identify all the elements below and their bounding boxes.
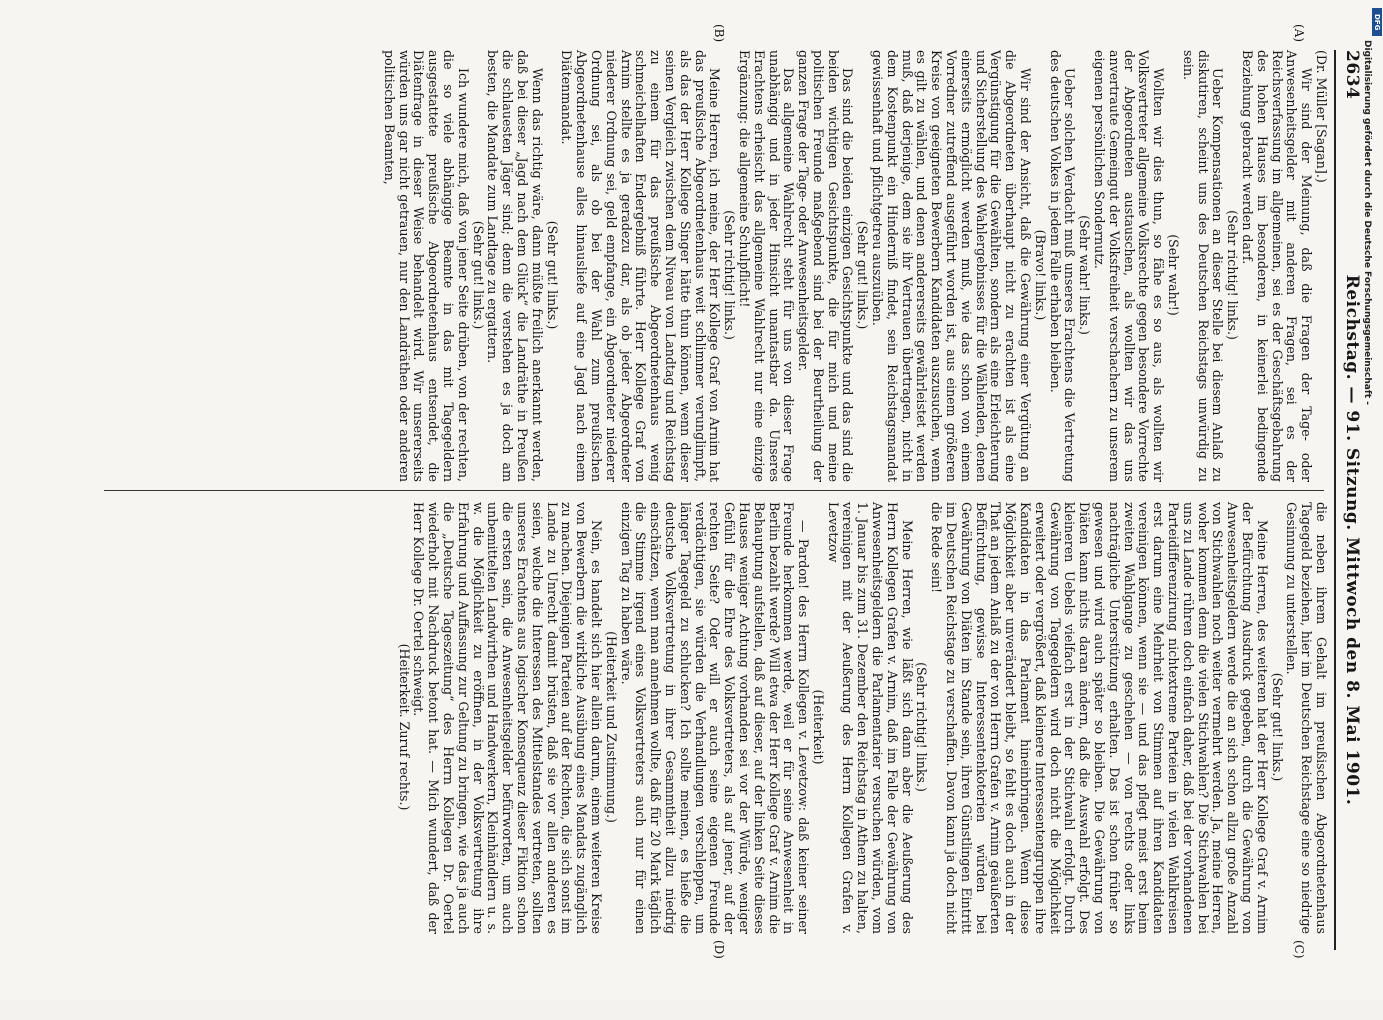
right-column [98,502,1328,934]
column-divider [104,490,1324,491]
header-title: Reichstag. — 91. Sitzung. Mittwoch den 8. Mai 1901. [1342,274,1362,806]
left-column [98,50,1328,482]
paragraph: Meine Herren, ich meine, der Herr Kollege Graf von Arnim hat das preußische Abgeordnetenhaus weit schlimmer verunglimpft, als das der Herr Kollege Singer hätte thun können, wenn dieser seinen Vergleich zwischen dem Niveau von Landtag und Reichstag zu einem für das preußische Abgeordnetenhaus wenig schmeichelhaften Endergebniß führte. Herr Kollege Graf von Arnim stellte es ja geradezu dar, als ob jeder Abgeordneter niederer Ordnung sei, geld empfange, ein Abgeordneter niederer Ordnung sei, als ob bei der Wahl zum preußischen Abgeordnetenhause alles hinausliefe auf eine Jagd nach einem Diätenmandat. [559,50,723,482]
interjection: (Sehr gut! links.) [470,220,486,330]
page-number: 2634 [1342,50,1362,100]
paragraph: Das sind die beiden einzigen Gesichtspunkte und das sind die beiden wichtigen Gesichtspunkte, die für mich und meine politischen Freunde maßgebend sind bei der Beurtheilung der ganzen Frage der Tage- oder Anwesenheitsgelder. [796,50,856,482]
margin-letter-d: (D) [712,940,726,959]
paragraph: Meine Herren, wie läßt sich dann aber die Aeußerung des Herrn Kollegen Grafen v. Arnim, daß im Falle der Gewährung von Anwesenheitsgeldern die Parlamentarier versuchen würden, vom 1. Januar bis zum 31. Dezember den Reichstag in Athem zu halten, vereinigen mit der Aeußerung des Herrn Kollegen Grafen v. Levetzow [825,502,915,934]
header-rule [1334,50,1336,950]
margin-letter-c: (C) [1292,940,1306,959]
paragraph: Ueber Kompensationen an dieser Stelle bei diesem Anlaß zu diskutiren, scheint uns des Deutschen Reichstags unwürdig zu sein. [1180,50,1226,482]
interjection: (Sehr richtig! links.) [1225,210,1241,340]
dfg-logo: DFG [1372,8,1382,36]
paragraph: Meine Herren, des weiteren hat der Herr Kollege Graf v. Arnim der Befürchtung Ausdruck gegeben, durch die Gewährung von Anwesenheitsgeldern werde die an sich schon allzu große Anzahl von Stichwahlen noch weiter vermehrt werden. Ja, meine Herren, woher kommen denn die vielen Stichwahlen? Die Stichwahlen bei uns zu Lande rühren doch einfach daher, daß bei der vorhandenen Parteidifferenzirung nichtextreme Parteien in vielen Wahlkreisen erst darum eine Mehrheit von Stimmen auf ihren Kandidaten vereinigen können, wenn sie — und das pflegt meist erst beim zweiten Wahlgange zu geschehen — von rechts oder links nachträgliche Unterstützung erhalten. Das ist schon früher so gewesen und wird auch später so bleiben. Die Gewährung von Diäten kann nichts daran ändern, daß die Auswahl erfolgt. Des kleineren Uebels vielfach erst in der Stichwahl erfolgt. Durch Gewährung von Tagegeldern wird doch nicht die Möglichkeit erweitert oder vergrößert, daß kleinere Interessentengruppen ihre Kandidaten in das Parlament hineinbringen. Wenn diese Möglichkeit aber unverändert bleibt, so fehlt es doch auch in der That an jedem Anlaß zu der von Herrn Grafen v. Arnim geäußerten Befürchtung, gewisse Interessentenkoterien würden bei Gewährung von Diäten im Stande sein, ihren Günstlingen Eintritt im Deutschen Reichstage zu verschaffen. Davon kann ja doch nicht die Rede sein! [929,502,1270,934]
interjection: (Sehr richtig! links.) [914,662,930,792]
paragraph: Wir sind der Ansicht, daß die Gewährung einer Vergütung an die Abgeordneten überhaupt nicht zu erachten ist als eine Vergünstigung für die Gewählten, sondern als eine Erleichterung und Sicherstellung des Wahlergebnisses für die Wählenden, denen einerseits ermöglicht werden muß, wie das schon von einem Vorredner zutreffend ausgeführt worden ist, aus einem größeren Kreise von geeigneten Bewerbern Kandidaten auszusuchen, wenn es gilt zu wählen, und denen andererseits gewährleistet werden muß, daß derjenige, dem sie ihr Vertrauen übertragen, nicht in dem Kostenpunkt ein Hinderniß findet, sein Reichstagsmandat gewissenhaft und pflichtgetreu auszuüben. [870,50,1034,482]
paragraph: Wollten wir dies thun, so fähe es so aus, als wollten wir Volksvertreter allgemeine Volksrechte gegen besondere Vorrechte der Abgeordneten austauschen, als wollten wir das uns anvertraute Gemeingut der Volksfreiheit verschachern zu unserem eigenen persönlichen Sondernutz. [1092,50,1167,482]
interjection: (Heiterkeit) [810,689,826,765]
interjection: (Bravo! links.) [1032,229,1048,321]
interjection: (Sehr gut! links.) [544,220,560,330]
paragraph: Ich wundere mich, daß von jener Seite drüben, von der rechten, die so viele abhängige Beamte in das mit Tagegeldern ausgestattete preußische Abgeordnetenhaus entsendet, die Diätenfrage in dieser Weise behandelt wird. Wir unsererseits würden uns gar nicht getrauen, nur den Landräthen oder anderen politischen Beamten, [381,50,471,482]
interjection: (Heiterkeit. Zuruf rechts.) [396,643,412,811]
paragraph: Wir sind der Meinung, daß die Fragen der Tage- oder Anwesenheitsgelder mit anderen Fragen, sei es der Reichsverfassung im allgemeinen, sei es der Geschäftsgebahrung des hohen Hauses im besonderen, in keinerlei bedingende Beziehung gebracht werden darf. [1240,50,1315,482]
interjection: (Sehr gut! links.) [855,220,871,330]
interjection: (Sehr wahr! links.) [1077,215,1093,335]
margin-letter-b: (B) [712,24,726,43]
paragraph: Das allgemeine Wahlrecht steht für uns von dieser Frage unabhängig und in jeder Hinsicht unantastbar da. Unseres Erachtens erheischt das allgemeine Wahlrecht nur eine einzige Ergänzung: die allgemeine Schulpflicht! [736,50,797,482]
digitization-credit: Digitalisierung gefördert durch die Deutsche Forschungsgemeinschaft - [1362,40,1372,405]
paragraph: die neben ihrem Gehalt im preußischen Abgeordnetenhaus Tagegeld beziehen, hier im Deutschen Reichstage eine so niedrige Gesinnung zu unterstellen. [1284,502,1329,934]
interjection: (Sehr gut! links.) [1269,672,1285,782]
interjection: (Heiterkeit und Zustimmung.) [603,631,619,823]
interjection: (Sehr richtig! links.) [722,210,738,340]
paragraph: — Pardon! des Herrn Kollegen v. Levetzow: daß keiner seiner Freunde herkommen werde, weil er für seine Anwesenheit in Berlin bezahlt werde? Will etwa der Herr Kollege Graf v. Arnim die Behauptung aufstellen, daß auf dieser, auf der linken Seite dieses Hauses weniger Achtung vorhanden sei vor der Würde, weniger Gefühl für die Ehre des Volksvertreters, als auf jener, auf der rechten Seite? Oder will er auch seine eigenen Freunde verdächtigen, sie würden die Verhandlungen verschleppen, um länger Tagegeld zu schlucken? Ich sollte meinen, es hieße die deutsche Volksvertretung in ihrer Gesammtheit allzu niedrig einschätzen, wenn man annehmen wollte, daß für 20 Mark täglich die Stimme irgend eines Volksvertreters auch nur für einen einzigen Tag zu haben wäre. [618,502,812,934]
paragraph: Wenn das richtig wäre, dann müßte freilich anerkannt werden, daß bei dieser „Jagd nach dem Glück“ die Landräthe in Preußen die schlauesten Jäger sind; denn die verstehen es ja doch am besten, die Mandate zum Landtage zu ergattern. [485,50,545,482]
paragraph: Ueber solchen Verdacht muß unseres Erachtens die Vertretung des deutschen Volkes in jedem Falle erhaben bleiben. [1047,50,1078,482]
paragraph: Nein, es handelt sich hier allein darum, einem weiteren Kreise von Bewerbern die wirkliche Ausübung eines Mandats zugänglich zu machen. Diejenigen Parteien auf der Rechten, die sich sonst im Lande zu Unrecht damit brüsten, daß sie vor allen anderen es seien, welche die Interessen des Mittelstandes vertreten, sollten unseres Erachtens aus logischer Konsequenz dieser Fiktion schon die ersten sein, die Anwesenheitsgelder befürworten, um auch unbemittelten Landwirthen und Handwerkern, Kleinhändlern u. s. w. die Möglichkeit zu eröffnen, in der Volksvertretung ihre Erfahrung und Auffassung zur Geltung zu bringen, wie das ja auch die „Deutsche Tageszeitung“ des Herrn Kollegen Dr. Oertel wiederholt mit Nachdruck betont hat. — Mich wundert, daß der Herr Kollege Dr. Oertel schweigt. [411,502,604,934]
interjection: (Sehr wahr!) [1166,234,1182,316]
rotated-page-content [66,24,1366,959]
paragraph: (Dr. Müller [Sagan].) [1314,50,1329,183]
margin-letter-a: (A) [1292,24,1306,43]
